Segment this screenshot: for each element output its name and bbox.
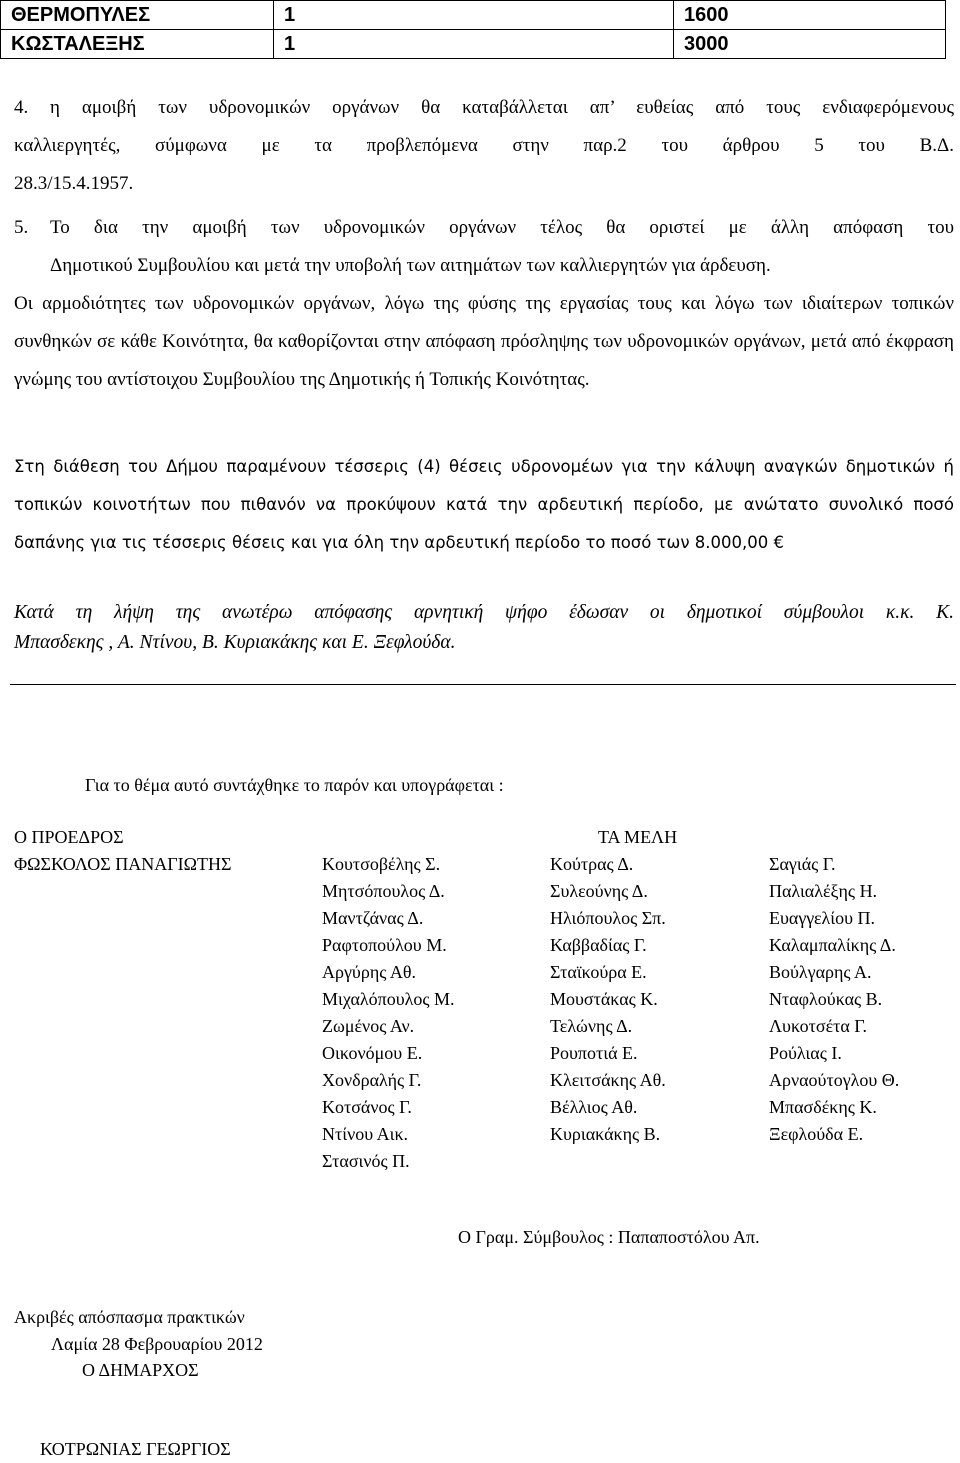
member-name: Λυκοτσέτα Γ. [769,1016,868,1036]
member-name: Αρναούτογλου Θ. [769,1070,900,1090]
euro-symbol: € [773,533,785,552]
paragraph-reserve-positions [14,448,954,562]
paragraph-text: Το δια την αμοιβή των υδρονομικών οργάνων τέλος θα οριστεί με άλλη απόφαση του [50,217,954,238]
member-name: Ευαγγελίου Π. [769,908,875,928]
member-name: Ζωμένος Αν. [322,1016,415,1036]
member-name: Τελώνης Δ. [550,1016,633,1036]
member-name: Κλειτσάκης Αθ. [550,1070,666,1090]
member-name: Μουστάκας Κ. [550,989,658,1009]
members-column-2 [550,851,666,1148]
signatures-intro: Για το θέμα αυτό συντάχθηκε το παρόν και υπογράφεται : [85,775,504,795]
member-name: Νταφλούκας Β. [769,989,883,1009]
member-name: Κούτρας Δ. [550,854,634,874]
mayor-title: Ο ΔΗΜΑΡΧΟΣ [82,1360,199,1380]
member-name: Καββαδίας Γ. [550,935,647,955]
paragraph-text: καλλιεργητές, σύμφωνα με τα προβλεπόμενα στην παρ.2 του άρθρου 5 του Β.Δ. [14,135,954,156]
paragraph-4 [14,89,954,203]
table-cell-amount: 1600 [674,1,946,30]
table-cell-count: 1 [274,30,674,59]
member-name: Ραφτοπούλου Μ. [322,935,447,955]
paragraph-responsibilities: Οι αρμοδιότητες των υδρονομικών οργάνων, λόγω της φύσης της εργασίας τους και λόγω των ιδιαίτερων τοπικών συνθηκών σε κάθε Κοινότητα, θα καθορίζονται στην απόφαση πρόσληψης των υδρονομικών οργάνων, μετά από έκφραση γνώμης του αντίστοιχου Συμβουλίου της Δημοτικής ή Τοπικής Κοινότητας. [14,293,954,390]
member-name: Μιχαλόπουλος Μ. [322,989,455,1009]
member-name: Οικονόμου Ε. [322,1043,423,1063]
member-name: Κυριακάκης Β. [550,1124,661,1144]
member-name: Ηλιόπουλος Σπ. [550,908,666,928]
paragraph-text: Στη διάθεση του Δήμου παραμένουν τέσσερις (4) θέσεις υδρονομέων για την κάλυψη αναγκών δημοτικών ή τοπικών κοινοτήτων που πιθανόν να προκύψουν κατά την αρδευτική περίοδο, με ανώτατο συνολικό ποσό δαπάνης για τις τέσσερις θέσεις και για όλη την αρδευτική περίοδο το ποσό των 8.000,00 [14,457,954,552]
table-cell-name: ΚΩΣΤΑΛΕΞΗΣ [1,30,274,59]
member-name: Κοτσάνος Γ. [322,1097,412,1117]
member-name: Βούλγαρης Α. [769,962,872,982]
paragraph-text: 28.3/15.4.1957. [14,173,134,194]
member-name: Ρούλιας Ι. [769,1043,842,1063]
member-name: Ρουποτιά Ε. [550,1043,638,1063]
list-number: 4. [14,97,29,118]
extract-label: Ακριβές απόσπασμα πρακτικών [14,1307,245,1327]
member-name: Μπασδέκης Κ. [769,1097,877,1117]
member-name: Χονδραλής Γ. [322,1070,422,1090]
paragraph-text: Κατά τη λήψη της ανωτέρω απόφασης αρνητική ψήφο έδωσαν οι δημοτικοί σύμβουλοι κ.κ. Κ. [14,602,954,623]
member-name: Συλεούνης Δ. [550,881,648,901]
table-row [1,30,946,59]
member-name: Στασινός Π. [322,1151,410,1171]
secretary-signature: Ο Γραμ. Σύμβουλος : Παπαποστόλου Απ. [458,1227,760,1247]
member-name: Κουτσοβέλης Σ. [322,854,441,874]
member-name: Παλιαλέξης Η. [769,881,878,901]
paragraph-text: Μπασδεκης , Α. Ντίνου, Β. Κυριακάκης και Ε. Ξεφλούδα. [14,632,456,653]
member-name: Ντίνου Αικ. [322,1124,409,1144]
paragraph-text: Δημοτικού Συμβουλίου και μετά την υποβολή των αιτημάτων των καλλιεργητών για άρδευση. [50,255,771,276]
table-row [1,1,946,30]
member-name: Αργύρης Αθ. [322,962,416,982]
president-name: ΦΩΣΚΟΛΟΣ ΠΑΝΑΓΙΩΤΗΣ [14,854,232,874]
mayor-name: ΚΟΤΡΩΝΙΑΣ ΓΕΩΡΓΙΟΣ [40,1439,231,1459]
paragraph-text: η αμοιβή των υδρονομικών οργάνων θα καταβάλλεται απ’ ευθείας από τους ενδιαφερόμενους [50,97,954,118]
place-date: Λαμία 28 Φεβρουαρίου 2012 [51,1334,263,1354]
member-name: Μαντζάνας Δ. [322,908,424,928]
table-cell-name: ΘΕΡΜΟΠΥΛΕΣ [1,1,274,30]
paragraph-5 [14,209,954,285]
members-column-1 [322,851,454,1175]
table-cell-amount: 3000 [674,30,946,59]
table-cell-count: 1 [274,1,674,30]
member-name: Καλαμπαλίκης Δ. [769,935,896,955]
president-title: Ο ΠΡΟΕΔΡΟΣ [14,827,124,847]
divider [10,684,956,685]
members-column-3 [769,851,899,1148]
members-title: ΤΑ ΜΕΛΗ [598,827,678,847]
member-name: Σαγιάς Γ. [769,854,836,874]
allocation-table [0,0,946,59]
member-name: Σταϊκούρα Ε. [550,962,647,982]
member-name: Βέλλιος Αθ. [550,1097,638,1117]
member-name: Μητσόπουλος Δ. [322,881,445,901]
member-name: Ξεφλούδα Ε. [769,1124,864,1144]
list-number: 5. [14,217,29,238]
paragraph-vote [14,598,954,658]
